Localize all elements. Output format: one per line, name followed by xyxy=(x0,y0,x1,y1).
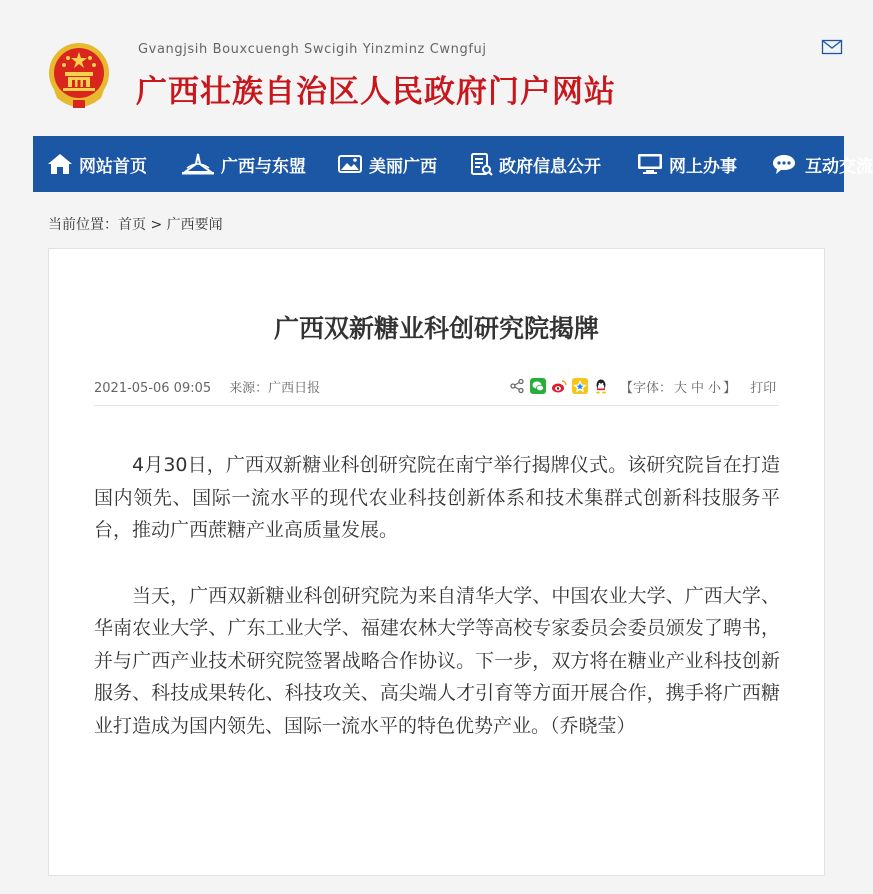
article-title: 广西双新糖业科创研究院揭牌 xyxy=(273,314,599,343)
nav-item-label: 互动交流 xyxy=(805,156,873,177)
nav-item-gov-info[interactable] xyxy=(469,136,601,192)
wechat-icon[interactable] xyxy=(530,378,546,394)
qzone-icon[interactable] xyxy=(572,378,588,394)
breadcrumb-separator: > xyxy=(150,217,163,233)
nav-item-label: 网上办事 xyxy=(669,156,737,177)
nav-item-interaction[interactable] xyxy=(771,136,873,192)
site-header xyxy=(0,0,844,136)
article-paragraph: 4月30日，广西双新糖业科创研究院在南宁举行揭牌仪式。该研究院旨在打造国内领先、国际一流水平的现代农业科技创新体系和技术集群式创新科技服务平台，推动广西蔗糖产业高质量发展。 xyxy=(94,454,780,541)
article-meta xyxy=(94,377,320,396)
font-size-control xyxy=(620,377,736,396)
site-name-chinese[interactable]: 广西壮族自治区人民政府门户网站 xyxy=(136,74,616,110)
nav-item-online-service[interactable] xyxy=(637,136,737,192)
monitor-icon xyxy=(637,152,663,176)
meta-divider xyxy=(94,405,779,406)
font-size-medium[interactable]: 中 xyxy=(691,380,705,396)
document-icon xyxy=(469,152,493,176)
nav-item-label: 美丽广西 xyxy=(369,156,437,177)
font-size-label: 【字体： xyxy=(620,380,673,396)
article-panel xyxy=(48,248,825,876)
publish-datetime: 2021-05-06 09:05 xyxy=(94,381,212,396)
nav-item-label: 网站首页 xyxy=(79,156,147,177)
nav-item-label: 广西与东盟 xyxy=(221,156,306,177)
breadcrumb-prefix: 当前位置： xyxy=(48,217,118,233)
share-icon[interactable] xyxy=(509,378,525,394)
breadcrumb-home-link[interactable]: 首页 xyxy=(118,217,146,233)
main-nav xyxy=(33,136,873,192)
font-size-small[interactable]: 小 xyxy=(708,380,722,396)
breadcrumb xyxy=(48,214,223,234)
national-emblem-icon[interactable] xyxy=(46,40,112,110)
qq-icon[interactable] xyxy=(593,378,609,394)
mail-icon[interactable] xyxy=(822,40,842,54)
font-size-close: 】 xyxy=(723,380,737,396)
article-paragraph: 当天，广西双新糖业科创研究院为来自清华大学、中国农业大学、广西大学、华南农业大学、广东工业大学、福建农林大学等高校专家委员会委员颁发了聘书，并与广西产业技术研究院签署战略合作协议。下一步，双方将在糖业产业科技创新服务、科技成果转化、科技攻关、高尖端人才引育等方面开展合作，携手将广西糖业打造成为国内领先、国际一流水平的特色优势产业。（乔晓莹） xyxy=(94,584,780,737)
chat-icon xyxy=(771,152,799,176)
nav-item-asean[interactable] xyxy=(181,136,306,192)
site-name-english: Gvangjsih Bouxcuengh Swcigih Yinzminz Cwngfuj xyxy=(138,42,487,57)
article-body xyxy=(94,449,780,775)
nav-item-label: 政府信息公开 xyxy=(499,156,601,177)
landmark-icon xyxy=(181,152,215,176)
breadcrumb-current-link[interactable]: 广西要闻 xyxy=(166,217,223,233)
weibo-icon[interactable] xyxy=(551,378,567,394)
nav-item-beautiful-guangxi[interactable] xyxy=(337,136,437,192)
home-icon xyxy=(47,152,73,176)
picture-icon xyxy=(337,153,363,175)
font-size-large[interactable]: 大 xyxy=(674,380,688,396)
print-link[interactable]: 打印 xyxy=(750,380,777,396)
nav-item-home[interactable] xyxy=(47,136,147,192)
article-tools xyxy=(509,375,779,397)
article-source: 来源：广西日报 xyxy=(229,381,321,396)
